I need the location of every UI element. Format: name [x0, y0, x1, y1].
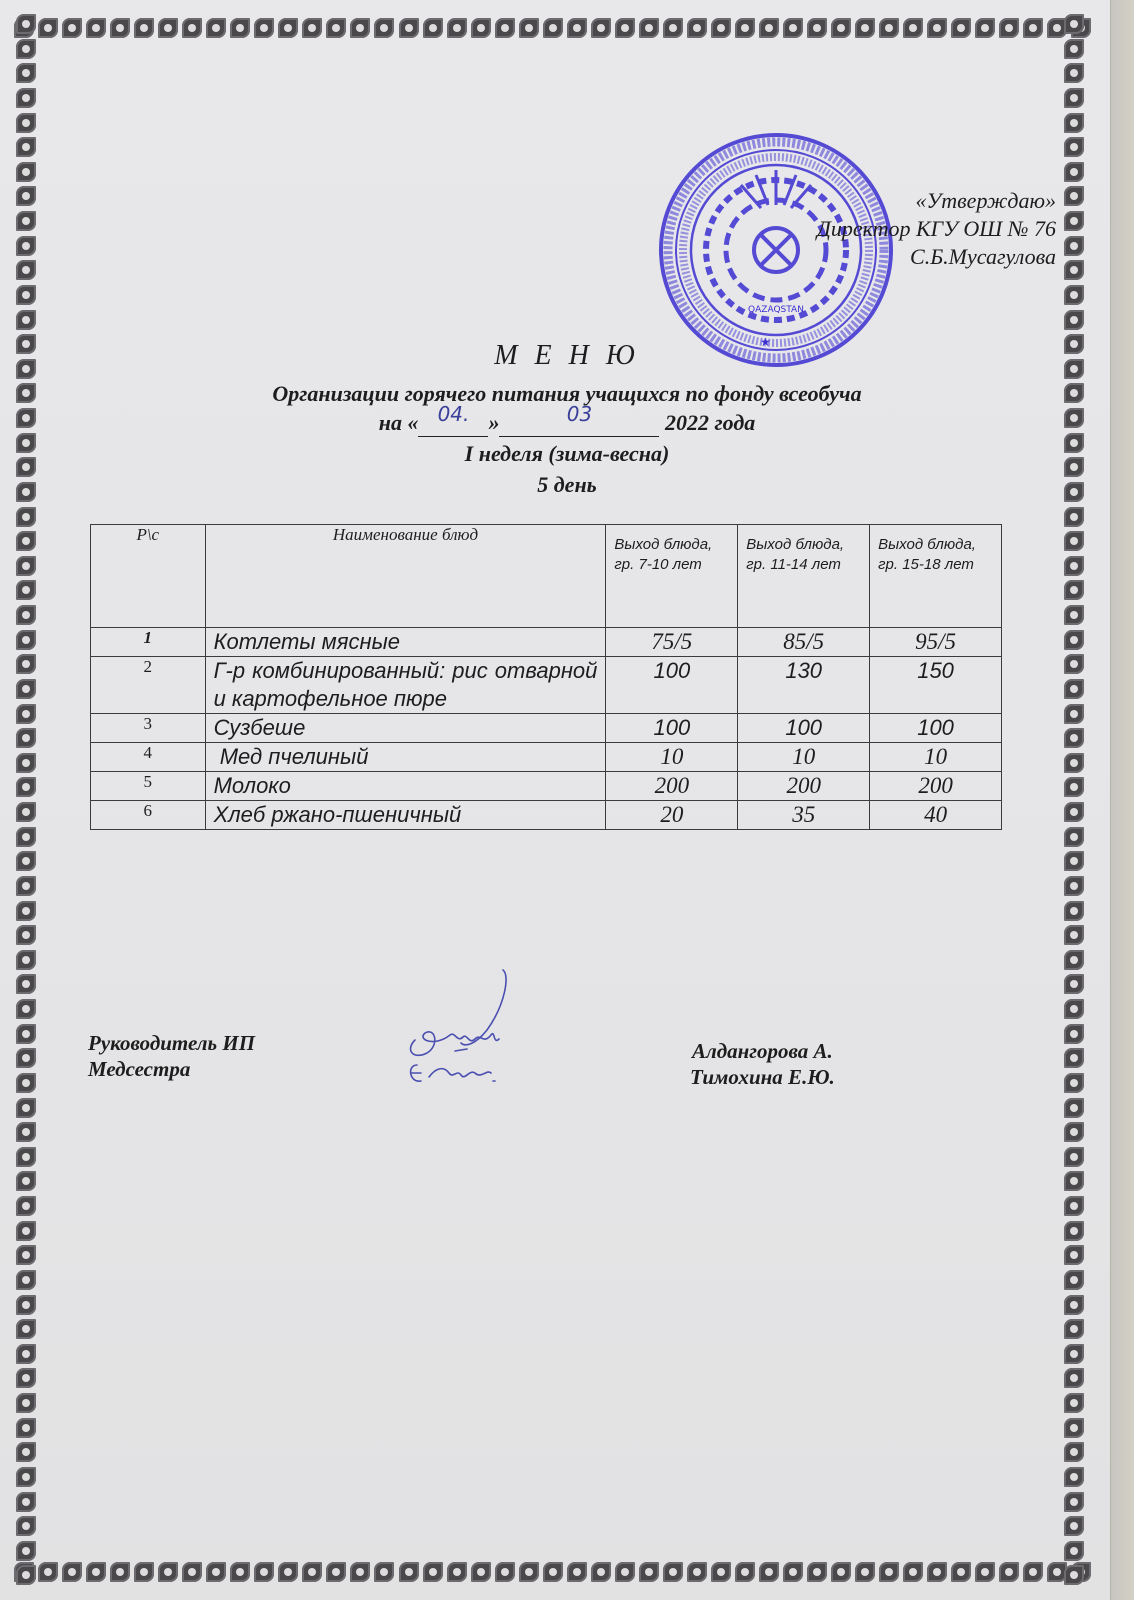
- ornament-icon: [735, 18, 755, 38]
- ornament-icon: [350, 18, 370, 38]
- ornament-icon: [1064, 679, 1084, 699]
- table-row: [91, 743, 1002, 772]
- ornament-icon: [951, 18, 971, 38]
- ornament-icon: [1064, 1492, 1084, 1512]
- ornament-icon: [399, 1562, 419, 1582]
- ornament-border-right: [1064, 14, 1090, 1586]
- menu-table: [90, 524, 1002, 830]
- ornament-icon: [1064, 260, 1084, 280]
- ornament-icon: [16, 704, 36, 724]
- ornament-icon: [1064, 999, 1084, 1019]
- ornament-icon: [16, 679, 36, 699]
- ornament-icon: [879, 18, 899, 38]
- ornament-icon: [519, 18, 539, 38]
- ornament-icon: [1064, 1295, 1084, 1315]
- ornament-icon: [1064, 728, 1084, 748]
- ornament-icon: [807, 18, 827, 38]
- ornament-icon: [687, 18, 707, 38]
- ornament-icon: [711, 18, 731, 38]
- ornament-icon: [1064, 1344, 1084, 1364]
- ornament-icon: [62, 18, 82, 38]
- ornament-icon: [759, 18, 779, 38]
- ornament-icon: [1064, 1467, 1084, 1487]
- ornament-icon: [16, 507, 36, 527]
- ornament-icon: [591, 1562, 611, 1582]
- ornament-icon: [16, 1196, 36, 1216]
- ornament-icon: [399, 18, 419, 38]
- ornament-icon: [230, 18, 250, 38]
- ornament-icon: [1064, 236, 1084, 256]
- row-number: 4: [91, 743, 206, 772]
- ornament-icon: [1064, 162, 1084, 182]
- dish-name: Г-р комбинированный: рис отварной и картофельное пюре: [205, 657, 606, 714]
- ornament-icon: [807, 1562, 827, 1582]
- ornament-icon: [230, 1562, 250, 1582]
- ornament-icon: [16, 605, 36, 625]
- ornament-icon: [182, 18, 202, 38]
- ornament-icon: [326, 1562, 346, 1582]
- table-row: [91, 714, 1002, 743]
- ornament-icon: [759, 1562, 779, 1582]
- ornament-icon: [1064, 1024, 1084, 1044]
- ornament-icon: [423, 18, 443, 38]
- page-title: М Е Н Ю: [494, 340, 640, 371]
- ornament-icon: [1064, 1516, 1084, 1536]
- ornament-icon: [16, 580, 36, 600]
- ornament-icon: [1064, 556, 1084, 576]
- ornament-icon: [16, 162, 36, 182]
- ornament-icon: [615, 18, 635, 38]
- date-day-handwritten: 04.: [437, 402, 470, 426]
- ornament-icon: [1064, 777, 1084, 797]
- ornament-icon: [16, 88, 36, 108]
- ornament-icon: [1064, 925, 1084, 945]
- dish-name: Мед пчелиный: [205, 743, 606, 772]
- approval-line-1: «Утверждаю»: [915, 188, 1056, 213]
- approval-block: [817, 187, 1056, 271]
- ornament-icon: [16, 1516, 36, 1536]
- ornament-icon: [16, 1171, 36, 1191]
- table-row: [91, 628, 1002, 657]
- ornament-icon: [1064, 1368, 1084, 1388]
- ornament-icon: [110, 1562, 130, 1582]
- approval-line-2: Директор КГУ ОШ № 76: [816, 216, 1056, 241]
- portion-15-18: 200: [870, 772, 1002, 801]
- ornament-icon: [1064, 1196, 1084, 1216]
- date-suffix: 2022 года: [659, 410, 756, 435]
- ornament-icon: [158, 18, 178, 38]
- dish-name: Молоко: [205, 772, 606, 801]
- ornament-icon: [16, 1344, 36, 1364]
- ornament-icon: [16, 211, 36, 231]
- ornament-icon: [471, 1562, 491, 1582]
- portion-11-14: 10: [738, 743, 870, 772]
- week-label: I неделя (зима-весна): [464, 441, 670, 466]
- ornament-icon: [1064, 1270, 1084, 1290]
- ornament-icon: [1064, 974, 1084, 994]
- ornament-icon: [783, 1562, 803, 1582]
- ornament-icon: [16, 1368, 36, 1388]
- column-header-11-14: Выход блюда, гр. 11-14 лет: [738, 525, 870, 628]
- ornament-icon: [16, 1245, 36, 1265]
- dish-name: Котлеты мясные: [205, 628, 606, 657]
- ornament-icon: [16, 950, 36, 970]
- ornament-icon: [16, 1467, 36, 1487]
- ornament-icon: [16, 1221, 36, 1241]
- ornament-icon: [16, 1541, 36, 1561]
- ornament-icon: [591, 18, 611, 38]
- ornament-icon: [374, 1562, 394, 1582]
- portion-15-18: 40: [870, 801, 1002, 830]
- ornament-icon: [831, 1562, 851, 1582]
- ornament-icon: [1064, 851, 1084, 871]
- ornament-icon: [543, 1562, 563, 1582]
- ornament-icon: [16, 1073, 36, 1093]
- column-header-dish: Наименование блюд: [205, 525, 606, 628]
- ornament-icon: [1064, 827, 1084, 847]
- ornament-icon: [687, 1562, 707, 1582]
- ornament-icon: [1064, 531, 1084, 551]
- ornament-icon: [16, 14, 36, 34]
- portion-7-10: 10: [606, 743, 738, 772]
- ornament-icon: [855, 1562, 875, 1582]
- ornament-border-left: [16, 14, 42, 1586]
- ornament-icon: [16, 1418, 36, 1438]
- signatory-roles: [88, 1030, 255, 1082]
- ornament-icon: [16, 851, 36, 871]
- ornament-icon: [1064, 137, 1084, 157]
- ornament-icon: [16, 1319, 36, 1339]
- ornament-icon: [1064, 186, 1084, 206]
- ornament-icon: [278, 18, 298, 38]
- column-header-number: Р\с: [91, 525, 206, 628]
- ornament-icon: [927, 1562, 947, 1582]
- ornament-icon: [16, 1147, 36, 1167]
- portion-7-10: 100: [606, 714, 738, 743]
- ornament-icon: [1064, 704, 1084, 724]
- ornament-icon: [16, 1122, 36, 1142]
- stamp-center-text: QAZAQSTAN: [748, 305, 804, 315]
- ornament-icon: [16, 827, 36, 847]
- ornament-icon: [16, 802, 36, 822]
- ornament-icon: [1064, 1147, 1084, 1167]
- ornament-icon: [711, 1562, 731, 1582]
- ornament-icon: [16, 1393, 36, 1413]
- ornament-icon: [16, 876, 36, 896]
- table-header-row: [91, 525, 1002, 628]
- ornament-icon: [1064, 39, 1084, 59]
- ornament-icon: [495, 18, 515, 38]
- ornament-icon: [16, 777, 36, 797]
- table-row: [91, 772, 1002, 801]
- ornament-icon: [1064, 654, 1084, 674]
- ornament-icon: [16, 1492, 36, 1512]
- column-header-7-10: Выход блюда, гр. 7-10 лет: [606, 525, 738, 628]
- ornament-icon: [134, 1562, 154, 1582]
- ornament-icon: [1023, 18, 1043, 38]
- ornament-icon: [663, 18, 683, 38]
- ornament-icon: [134, 18, 154, 38]
- role-manager: Руководитель ИП: [88, 1031, 256, 1055]
- ornament-icon: [1064, 310, 1084, 330]
- date-day-field: [418, 402, 488, 437]
- ornament-icon: [16, 901, 36, 921]
- ornament-icon: [16, 137, 36, 157]
- ornament-icon: [1064, 88, 1084, 108]
- paper-edge: [1110, 0, 1134, 1600]
- ornament-icon: [16, 1295, 36, 1315]
- ornament-icon: [975, 18, 995, 38]
- ornament-icon: [182, 1562, 202, 1582]
- ornament-icon: [831, 18, 851, 38]
- portion-15-18: 150: [870, 657, 1002, 714]
- ornament-icon: [16, 113, 36, 133]
- ornament-icon: [16, 1565, 36, 1585]
- ornament-icon: [1064, 605, 1084, 625]
- ornament-icon: [1064, 113, 1084, 133]
- ornament-icon: [350, 1562, 370, 1582]
- column-header-15-18: Выход блюда, гр. 15-18 лет: [870, 525, 1002, 628]
- ornament-icon: [1064, 1122, 1084, 1142]
- ornament-icon: [567, 18, 587, 38]
- ornament-icon: [1064, 1245, 1084, 1265]
- ornament-icon: [1064, 1221, 1084, 1241]
- ornament-icon: [783, 18, 803, 38]
- ornament-icon: [1064, 1073, 1084, 1093]
- ornament-icon: [86, 18, 106, 38]
- table-row: [91, 657, 1002, 714]
- role-nurse: Медсестра: [88, 1057, 191, 1081]
- ornament-icon: [1064, 1442, 1084, 1462]
- ornament-icon: [663, 1562, 683, 1582]
- ornament-icon: [1064, 63, 1084, 83]
- ornament-border-top: [14, 18, 1092, 44]
- row-number: 6: [91, 801, 206, 830]
- date-month-field: [499, 402, 659, 437]
- portion-7-10: 100: [606, 657, 738, 714]
- ornament-icon: [86, 1562, 106, 1582]
- ornament-icon: [1064, 1565, 1084, 1585]
- ornament-icon: [639, 1562, 659, 1582]
- ornament-icon: [16, 285, 36, 305]
- table-row: [91, 801, 1002, 830]
- ornament-icon: [16, 556, 36, 576]
- portion-15-18: 95/5: [870, 628, 1002, 657]
- ornament-icon: [1064, 14, 1084, 34]
- ornament-icon: [1064, 1418, 1084, 1438]
- ornament-icon: [1064, 211, 1084, 231]
- ornament-icon: [1064, 1048, 1084, 1068]
- ornament-icon: [16, 531, 36, 551]
- ornament-icon: [543, 18, 563, 38]
- ornament-icon: [1064, 580, 1084, 600]
- ornament-icon: [16, 630, 36, 650]
- ornament-icon: [278, 1562, 298, 1582]
- dish-name: Сузбеше: [205, 714, 606, 743]
- ornament-icon: [206, 18, 226, 38]
- ornament-icon: [1064, 802, 1084, 822]
- svg-text:★: ★: [760, 335, 771, 349]
- ornament-icon: [1064, 1541, 1084, 1561]
- name-nurse: Тимохина Е.Ю.: [690, 1065, 835, 1089]
- date-mid: »: [488, 410, 500, 435]
- ornament-icon: [16, 1442, 36, 1462]
- ornament-icon: [326, 18, 346, 38]
- ornament-icon: [16, 186, 36, 206]
- ornament-icon: [16, 39, 36, 59]
- ornament-icon: [999, 18, 1019, 38]
- ornament-icon: [471, 18, 491, 38]
- ornament-icon: [1064, 1171, 1084, 1191]
- ornament-icon: [16, 310, 36, 330]
- ornament-icon: [951, 1562, 971, 1582]
- ornament-icon: [855, 18, 875, 38]
- page-subtitle: Организации горячего питания учащихся по фонду всеобуча: [272, 381, 862, 406]
- ornament-icon: [1064, 753, 1084, 773]
- ornament-icon: [16, 1270, 36, 1290]
- ornament-icon: [1064, 285, 1084, 305]
- ornament-icon: [1064, 630, 1084, 650]
- ornament-icon: [16, 728, 36, 748]
- ornament-icon: [567, 1562, 587, 1582]
- date-month-handwritten: 03: [566, 402, 593, 426]
- ornament-icon: [423, 1562, 443, 1582]
- ornament-icon: [110, 18, 130, 38]
- ornament-icon: [1064, 507, 1084, 527]
- day-label: 5 день: [537, 472, 597, 497]
- ornament-border-bottom: [14, 1562, 1092, 1588]
- ornament-icon: [447, 1562, 467, 1582]
- ornament-icon: [975, 1562, 995, 1582]
- ornament-icon: [615, 1562, 635, 1582]
- ornament-icon: [158, 1562, 178, 1582]
- ornament-icon: [206, 1562, 226, 1582]
- ornament-icon: [447, 18, 467, 38]
- date-prefix: на «: [378, 410, 419, 435]
- ornament-icon: [16, 63, 36, 83]
- handwritten-signatures: [395, 965, 525, 1100]
- ornament-icon: [16, 236, 36, 256]
- ornament-icon: [374, 18, 394, 38]
- ornament-icon: [519, 1562, 539, 1582]
- portion-11-14: 100: [738, 714, 870, 743]
- ornament-icon: [302, 1562, 322, 1582]
- row-number: 5: [91, 772, 206, 801]
- ornament-icon: [254, 1562, 274, 1582]
- ornament-icon: [254, 18, 274, 38]
- row-number: 3: [91, 714, 206, 743]
- ornament-icon: [1064, 950, 1084, 970]
- ornament-icon: [16, 753, 36, 773]
- portion-11-14: 85/5: [738, 628, 870, 657]
- ornament-icon: [1023, 1562, 1043, 1582]
- portion-7-10: 75/5: [606, 628, 738, 657]
- ornament-icon: [16, 1098, 36, 1118]
- ornament-icon: [903, 1562, 923, 1582]
- ornament-icon: [1064, 876, 1084, 896]
- name-manager: Алдангорова А.: [691, 1039, 833, 1063]
- dish-name: Хлеб ржано-пшеничный: [205, 801, 606, 830]
- ornament-icon: [302, 18, 322, 38]
- ornament-icon: [16, 974, 36, 994]
- ornament-icon: [1064, 1393, 1084, 1413]
- portion-7-10: 20: [606, 801, 738, 830]
- ornament-icon: [927, 18, 947, 38]
- ornament-icon: [495, 1562, 515, 1582]
- date-line: [0, 402, 1134, 437]
- ornament-icon: [879, 1562, 899, 1582]
- ornament-icon: [16, 925, 36, 945]
- ornament-icon: [16, 654, 36, 674]
- row-number: 2: [91, 657, 206, 714]
- signatory-names: [690, 1038, 835, 1090]
- portion-15-18: 10: [870, 743, 1002, 772]
- portion-11-14: 35: [738, 801, 870, 830]
- row-number: 1: [91, 628, 206, 657]
- portion-11-14: 130: [738, 657, 870, 714]
- ornament-icon: [16, 1024, 36, 1044]
- ornament-icon: [1064, 1319, 1084, 1339]
- approval-line-3: С.Б.Мусагулова: [910, 244, 1056, 269]
- ornament-icon: [16, 260, 36, 280]
- ornament-icon: [16, 1048, 36, 1068]
- ornament-icon: [735, 1562, 755, 1582]
- portion-11-14: 200: [738, 772, 870, 801]
- ornament-icon: [62, 1562, 82, 1582]
- ornament-icon: [1064, 901, 1084, 921]
- ornament-icon: [903, 18, 923, 38]
- ornament-icon: [999, 1562, 1019, 1582]
- ornament-icon: [639, 18, 659, 38]
- ornament-icon: [16, 999, 36, 1019]
- ornament-icon: [1064, 1098, 1084, 1118]
- portion-15-18: 100: [870, 714, 1002, 743]
- portion-7-10: 200: [606, 772, 738, 801]
